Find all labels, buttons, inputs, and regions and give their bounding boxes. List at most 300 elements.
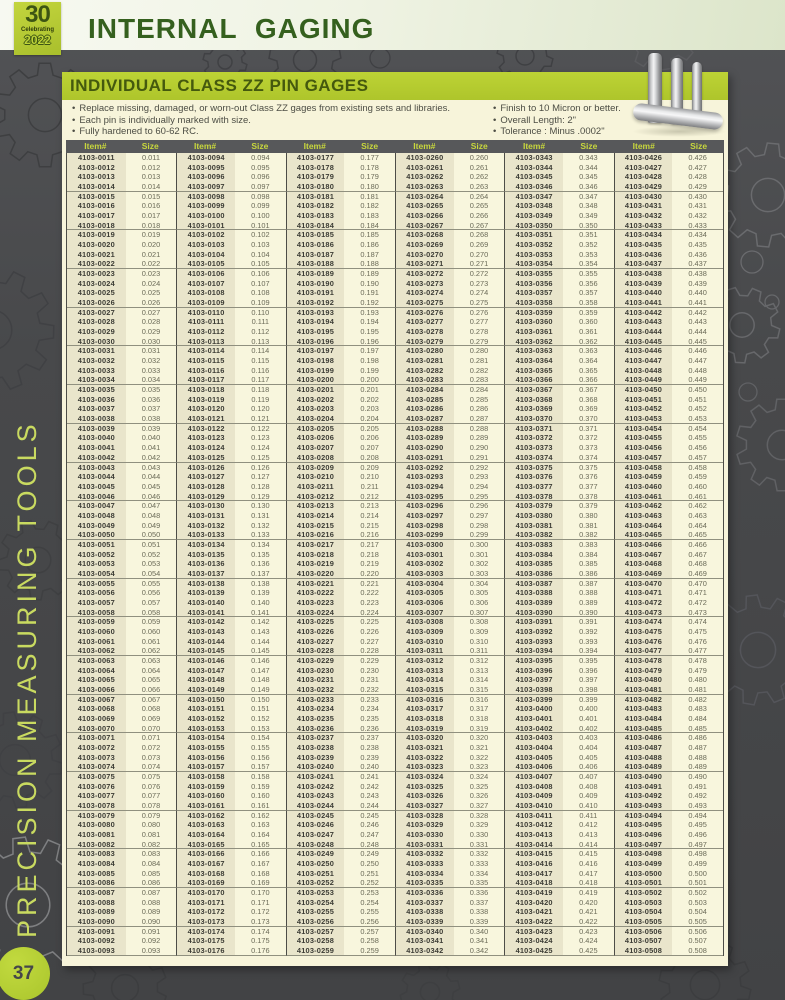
item-number-cell: 4103-0222	[286, 588, 345, 598]
item-number-cell: 4103-0177	[286, 153, 345, 163]
size-value-cell: 0.125	[235, 453, 286, 463]
item-number-cell: 4103-0275	[395, 298, 454, 308]
item-number-cell: 4103-0499	[614, 859, 673, 869]
size-value-cell: 0.259	[344, 946, 395, 956]
size-value-cell: 0.018	[126, 221, 177, 231]
bullet-item: • Finish to 10 Micron or better.	[493, 103, 663, 115]
item-number-cell: 4103-0286	[395, 404, 454, 414]
item-number-cell: 4103-0374	[504, 453, 563, 463]
size-value-cell: 0.457	[672, 453, 723, 463]
size-value-cell: 0.373	[563, 443, 614, 453]
item-number-cell: 4103-0370	[504, 414, 563, 424]
item-number-cell: 4103-0107	[176, 279, 235, 289]
item-number-cell: 4103-0353	[504, 250, 563, 260]
size-value-cell: 0.444	[672, 327, 723, 337]
size-value-cell: 0.029	[126, 327, 177, 337]
size-value-cell: 0.356	[563, 279, 614, 289]
item-number-cell: 4103-0265	[395, 201, 454, 211]
size-value-cell: 0.142	[235, 617, 286, 627]
size-value-cell: 0.011	[126, 153, 177, 163]
item-number-cell: 4103-0501	[614, 878, 673, 888]
item-number-cell: 4103-0067	[67, 695, 126, 705]
item-number-cell: 4103-0168	[176, 869, 235, 879]
item-number-cell: 4103-0285	[395, 395, 454, 405]
bullet-item: • Tolerance : Minus .0002"	[493, 126, 663, 138]
item-number-cell: 4103-0503	[614, 898, 673, 908]
item-number-cell: 4103-0435	[614, 240, 673, 250]
item-number-cell: 4103-0208	[286, 453, 345, 463]
size-value-cell: 0.096	[235, 172, 286, 182]
table-row	[67, 540, 723, 550]
size-value-cell: 0.086	[126, 878, 177, 888]
size-value-cell: 0.279	[454, 337, 505, 347]
size-value-cell: 0.472	[672, 598, 723, 608]
size-value-cell: 0.500	[672, 869, 723, 879]
table-row	[67, 308, 723, 318]
item-number-cell: 4103-0354	[504, 259, 563, 269]
size-value-cell: 0.419	[563, 888, 614, 898]
item-number-cell: 4103-0112	[176, 327, 235, 337]
item-number-cell: 4103-0181	[286, 192, 345, 202]
item-number-cell: 4103-0017	[67, 211, 126, 221]
item-number-cell: 4103-0422	[504, 917, 563, 927]
size-value-cell: 0.267	[454, 221, 505, 231]
size-value-cell: 0.469	[672, 569, 723, 579]
gear-hub-icon	[420, 982, 439, 1000]
item-number-cell: 4103-0254	[286, 898, 345, 908]
size-value-cell: 0.299	[454, 530, 505, 540]
item-number-cell: 4103-0278	[395, 327, 454, 337]
item-number-cell: 4103-0139	[176, 588, 235, 598]
size-value-cell: 0.156	[235, 753, 286, 763]
item-number-cell: 4103-0207	[286, 443, 345, 453]
table-row	[67, 482, 723, 492]
item-number-cell: 4103-0163	[176, 820, 235, 830]
item-number-cell: 4103-0217	[286, 540, 345, 550]
item-number-cell: 4103-0145	[176, 646, 235, 656]
size-value-cell: 0.244	[344, 801, 395, 811]
size-value-cell: 0.481	[672, 685, 723, 695]
item-number-cell: 4103-0031	[67, 346, 126, 356]
size-value-cell: 0.501	[672, 878, 723, 888]
size-value-cell: 0.030	[126, 337, 177, 347]
size-value-cell: 0.456	[672, 443, 723, 453]
gear-hub-icon	[730, 313, 754, 337]
size-value-cell: 0.310	[454, 637, 505, 647]
size-value-cell: 0.341	[454, 936, 505, 946]
size-value-cell: 0.015	[126, 192, 177, 202]
item-number-cell: 4103-0388	[504, 588, 563, 598]
gear-hub-icon	[751, 178, 784, 211]
item-number-cell: 4103-0042	[67, 453, 126, 463]
table-row	[67, 646, 723, 656]
size-value-cell: 0.051	[126, 540, 177, 550]
item-number-cell: 4103-0175	[176, 936, 235, 946]
size-value-cell: 0.162	[235, 811, 286, 821]
size-value-cell: 0.305	[454, 588, 505, 598]
table-row	[67, 753, 723, 763]
size-value-cell: 0.153	[235, 724, 286, 734]
size-value-cell: 0.178	[344, 163, 395, 173]
size-value-cell: 0.453	[672, 414, 723, 424]
col-header-item: Item#	[413, 141, 436, 151]
size-value-cell: 0.114	[235, 346, 286, 356]
item-number-cell: 4103-0229	[286, 656, 345, 666]
item-number-cell: 4103-0104	[176, 250, 235, 260]
size-value-cell: 0.121	[235, 414, 286, 424]
size-value-cell: 0.426	[672, 153, 723, 163]
item-number-cell: 4103-0507	[614, 936, 673, 946]
size-value-cell: 0.274	[454, 288, 505, 298]
size-value-cell: 0.499	[672, 859, 723, 869]
size-value-cell: 0.033	[126, 366, 177, 376]
size-value-cell: 0.145	[235, 646, 286, 656]
item-number-cell: 4103-0330	[395, 830, 454, 840]
item-number-cell: 4103-0341	[395, 936, 454, 946]
item-number-cell: 4103-0260	[395, 153, 454, 163]
size-value-cell: 0.017	[126, 211, 177, 221]
sidebar-vertical-label: PRECISION MEASURING TOOLS	[12, 420, 42, 938]
size-value-cell: 0.358	[563, 298, 614, 308]
item-number-cell: 4103-0290	[395, 443, 454, 453]
table-row	[67, 366, 723, 376]
item-number-cell: 4103-0349	[504, 211, 563, 221]
size-value-cell: 0.019	[126, 230, 177, 240]
gear-hub-icon	[112, 975, 139, 1000]
item-number-cell: 4103-0238	[286, 743, 345, 753]
size-value-cell: 0.048	[126, 511, 177, 521]
size-value-cell: 0.177	[344, 153, 395, 163]
size-value-cell: 0.173	[235, 917, 286, 927]
item-number-cell: 4103-0114	[176, 346, 235, 356]
item-number-cell: 4103-0481	[614, 685, 673, 695]
table-row	[67, 279, 723, 289]
col-header-size: Size	[251, 141, 269, 151]
item-number-cell: 4103-0471	[614, 588, 673, 598]
item-number-cell: 4103-0029	[67, 327, 126, 337]
item-number-cell: 4103-0140	[176, 598, 235, 608]
item-number-cell: 4103-0262	[395, 172, 454, 182]
item-number-cell: 4103-0419	[504, 888, 563, 898]
size-value-cell: 0.176	[235, 946, 286, 956]
item-number-cell: 4103-0246	[286, 820, 345, 830]
size-value-cell: 0.285	[454, 395, 505, 405]
table-row	[67, 472, 723, 482]
size-value-cell: 0.408	[563, 782, 614, 792]
item-number-cell: 4103-0401	[504, 714, 563, 724]
table-row	[67, 801, 723, 811]
size-value-cell: 0.174	[235, 927, 286, 937]
size-value-cell: 0.188	[344, 259, 395, 269]
size-value-cell: 0.467	[672, 550, 723, 560]
item-number-cell: 4103-0270	[395, 250, 454, 260]
size-value-cell: 0.377	[563, 482, 614, 492]
item-number-cell: 4103-0150	[176, 695, 235, 705]
item-number-cell: 4103-0247	[286, 830, 345, 840]
item-number-cell: 4103-0050	[67, 530, 126, 540]
size-value-cell: 0.423	[563, 927, 614, 937]
size-value-cell: 0.066	[126, 685, 177, 695]
item-number-cell: 4103-0200	[286, 375, 345, 385]
size-value-cell: 0.449	[672, 375, 723, 385]
size-value-cell: 0.491	[672, 782, 723, 792]
bullet-item: • Replace missing, damaged, or worn-out Class ZZ gages from existing sets and libraries.	[72, 103, 487, 115]
size-value-cell: 0.414	[563, 840, 614, 850]
item-number-cell: 4103-0472	[614, 598, 673, 608]
item-number-cell: 4103-0054	[67, 569, 126, 579]
size-value-cell: 0.483	[672, 704, 723, 714]
bullet-item: • Overall Length: 2"	[493, 115, 663, 127]
item-number-cell: 4103-0190	[286, 279, 345, 289]
size-value-cell: 0.361	[563, 327, 614, 337]
size-value-cell: 0.069	[126, 714, 177, 724]
item-number-cell: 4103-0135	[176, 550, 235, 560]
item-number-cell: 4103-0293	[395, 472, 454, 482]
item-number-cell: 4103-0306	[395, 598, 454, 608]
item-number-cell: 4103-0336	[395, 888, 454, 898]
item-number-cell: 4103-0097	[176, 182, 235, 192]
size-value-cell: 0.363	[563, 346, 614, 356]
item-number-cell: 4103-0057	[67, 598, 126, 608]
size-value-cell: 0.189	[344, 269, 395, 279]
size-value-cell: 0.336	[454, 888, 505, 898]
item-number-cell: 4103-0446	[614, 346, 673, 356]
item-number-cell: 4103-0137	[176, 569, 235, 579]
item-number-cell: 4103-0308	[395, 617, 454, 627]
size-value-cell: 0.101	[235, 221, 286, 231]
item-number-cell: 4103-0366	[504, 375, 563, 385]
item-number-cell: 4103-0274	[395, 288, 454, 298]
table-row	[67, 404, 723, 414]
size-value-cell: 0.276	[454, 308, 505, 318]
gear-hub-icon	[218, 55, 232, 69]
table-row	[67, 569, 723, 579]
item-number-cell: 4103-0331	[395, 840, 454, 850]
size-value-cell: 0.034	[126, 375, 177, 385]
size-value-cell: 0.344	[563, 163, 614, 173]
item-number-cell: 4103-0280	[395, 346, 454, 356]
item-number-cell: 4103-0141	[176, 608, 235, 618]
size-value-cell: 0.261	[454, 163, 505, 173]
item-number-cell: 4103-0203	[286, 404, 345, 414]
size-value-cell: 0.365	[563, 366, 614, 376]
item-number-cell: 4103-0506	[614, 927, 673, 937]
item-number-cell: 4103-0160	[176, 791, 235, 801]
item-number-cell: 4103-0271	[395, 259, 454, 269]
item-number-cell: 4103-0311	[395, 646, 454, 656]
size-value-cell: 0.383	[563, 540, 614, 550]
size-value-cell: 0.302	[454, 559, 505, 569]
item-number-cell: 4103-0033	[67, 366, 126, 376]
item-number-cell: 4103-0128	[176, 482, 235, 492]
size-value-cell: 0.040	[126, 433, 177, 443]
size-value-cell: 0.328	[454, 811, 505, 821]
item-number-cell: 4103-0263	[395, 182, 454, 192]
table-row	[67, 433, 723, 443]
item-number-cell: 4103-0335	[395, 878, 454, 888]
item-number-cell: 4103-0458	[614, 463, 673, 473]
table-row	[67, 492, 723, 502]
size-value-cell: 0.405	[563, 753, 614, 763]
size-value-cell: 0.205	[344, 424, 395, 434]
size-value-cell: 0.490	[672, 772, 723, 782]
size-value-cell: 0.390	[563, 608, 614, 618]
item-number-cell: 4103-0202	[286, 395, 345, 405]
size-value-cell: 0.194	[344, 317, 395, 327]
table-row	[67, 733, 723, 743]
item-number-cell: 4103-0448	[614, 366, 673, 376]
table-row	[67, 559, 723, 569]
item-number-cell: 4103-0109	[176, 298, 235, 308]
item-number-cell: 4103-0379	[504, 501, 563, 511]
item-number-cell: 4103-0162	[176, 811, 235, 821]
item-number-cell: 4103-0508	[614, 946, 673, 956]
item-number-cell: 4103-0182	[286, 201, 345, 211]
size-value-cell: 0.290	[454, 443, 505, 453]
size-value-cell: 0.379	[563, 501, 614, 511]
size-value-cell: 0.421	[563, 907, 614, 917]
item-number-cell: 4103-0037	[67, 404, 126, 414]
size-value-cell: 0.316	[454, 695, 505, 705]
size-value-cell: 0.404	[563, 743, 614, 753]
item-number-cell: 4103-0314	[395, 675, 454, 685]
item-number-cell: 4103-0303	[395, 569, 454, 579]
size-value-cell: 0.158	[235, 772, 286, 782]
item-number-cell: 4103-0216	[286, 530, 345, 540]
item-number-cell: 4103-0464	[614, 521, 673, 531]
col-header-item: Item#	[522, 141, 546, 151]
size-value-cell: 0.023	[126, 269, 177, 279]
size-value-cell: 0.170	[235, 888, 286, 898]
item-number-cell: 4103-0484	[614, 714, 673, 724]
size-value-cell: 0.273	[454, 279, 505, 289]
item-number-cell: 4103-0282	[395, 366, 454, 376]
table-row	[67, 550, 723, 560]
item-number-cell: 4103-0149	[176, 685, 235, 695]
item-number-cell: 4103-0048	[67, 511, 126, 521]
item-number-cell: 4103-0066	[67, 685, 126, 695]
size-value-cell: 0.243	[344, 791, 395, 801]
size-value-cell: 0.115	[235, 356, 286, 366]
item-number-cell: 4103-0389	[504, 598, 563, 608]
size-value-cell: 0.323	[454, 762, 505, 772]
gear-hub-icon	[0, 310, 12, 350]
item-number-cell: 4103-0025	[67, 288, 126, 298]
bullet-item: • Fully hardened to 60-62 RC.	[72, 126, 487, 138]
table-row	[67, 453, 723, 463]
item-number-cell: 4103-0485	[614, 724, 673, 734]
size-value-cell: 0.482	[672, 695, 723, 705]
size-value-cell: 0.239	[344, 753, 395, 763]
size-value-cell: 0.059	[126, 617, 177, 627]
item-number-cell: 4103-0327	[395, 801, 454, 811]
size-value-cell: 0.479	[672, 666, 723, 676]
size-value-cell: 0.321	[454, 743, 505, 753]
table-row	[67, 530, 723, 540]
size-value-cell: 0.193	[344, 308, 395, 318]
item-number-cell: 4103-0399	[504, 695, 563, 705]
size-value-cell: 0.360	[563, 317, 614, 327]
size-value-cell: 0.028	[126, 317, 177, 327]
item-number-cell: 4103-0417	[504, 869, 563, 879]
size-value-cell: 0.126	[235, 463, 286, 473]
item-number-cell: 4103-0292	[395, 463, 454, 473]
item-number-cell: 4103-0188	[286, 259, 345, 269]
item-number-cell: 4103-0226	[286, 627, 345, 637]
item-number-cell: 4103-0118	[176, 385, 235, 395]
item-number-cell: 4103-0035	[67, 385, 126, 395]
size-value-cell: 0.450	[672, 385, 723, 395]
size-value-cell: 0.406	[563, 762, 614, 772]
item-number-cell: 4103-0155	[176, 743, 235, 753]
table-row	[67, 375, 723, 385]
size-value-cell: 0.430	[672, 192, 723, 202]
item-number-cell: 4103-0318	[395, 714, 454, 724]
table-row	[67, 704, 723, 714]
circle-decoration	[741, 251, 763, 273]
size-value-cell: 0.416	[563, 859, 614, 869]
item-number-cell: 4103-0412	[504, 820, 563, 830]
size-value-cell: 0.045	[126, 482, 177, 492]
size-value-cell: 0.464	[672, 521, 723, 531]
item-number-cell: 4103-0408	[504, 782, 563, 792]
size-value-cell: 0.294	[454, 482, 505, 492]
item-number-cell: 4103-0326	[395, 791, 454, 801]
item-number-cell: 4103-0281	[395, 356, 454, 366]
item-number-cell: 4103-0110	[176, 308, 235, 318]
item-number-cell: 4103-0321	[395, 743, 454, 753]
size-value-cell: 0.287	[454, 414, 505, 424]
size-value-cell: 0.286	[454, 404, 505, 414]
item-number-cell: 4103-0070	[67, 724, 126, 734]
item-number-cell: 4103-0241	[286, 772, 345, 782]
table-row	[67, 627, 723, 637]
item-number-cell: 4103-0191	[286, 288, 345, 298]
item-number-cell: 4103-0195	[286, 327, 345, 337]
size-value-cell: 0.437	[672, 259, 723, 269]
size-value-cell: 0.220	[344, 569, 395, 579]
page-header	[0, 0, 785, 50]
item-number-cell: 4103-0240	[286, 762, 345, 772]
item-number-cell: 4103-0445	[614, 337, 673, 347]
size-value-cell: 0.039	[126, 424, 177, 434]
size-value-cell: 0.319	[454, 724, 505, 734]
item-number-cell: 4103-0100	[176, 211, 235, 221]
item-number-cell: 4103-0377	[504, 482, 563, 492]
item-number-cell: 4103-0159	[176, 782, 235, 792]
size-value-cell: 0.399	[563, 695, 614, 705]
size-value-cell: 0.447	[672, 356, 723, 366]
size-value-cell: 0.422	[563, 917, 614, 927]
item-number-cell: 4103-0359	[504, 308, 563, 318]
item-number-cell: 4103-0255	[286, 907, 345, 917]
item-number-cell: 4103-0440	[614, 288, 673, 298]
item-number-cell: 4103-0044	[67, 472, 126, 482]
item-number-cell: 4103-0495	[614, 820, 673, 830]
size-value-cell: 0.378	[563, 492, 614, 502]
size-value-cell: 0.440	[672, 288, 723, 298]
size-value-cell: 0.139	[235, 588, 286, 598]
item-number-cell: 4103-0342	[395, 946, 454, 956]
table-row	[67, 675, 723, 685]
item-number-cell: 4103-0264	[395, 192, 454, 202]
size-value-cell: 0.222	[344, 588, 395, 598]
item-number-cell: 4103-0231	[286, 675, 345, 685]
size-value-cell: 0.128	[235, 482, 286, 492]
gear-icon	[737, 399, 785, 490]
item-number-cell: 4103-0228	[286, 646, 345, 656]
item-number-cell: 4103-0498	[614, 849, 673, 859]
